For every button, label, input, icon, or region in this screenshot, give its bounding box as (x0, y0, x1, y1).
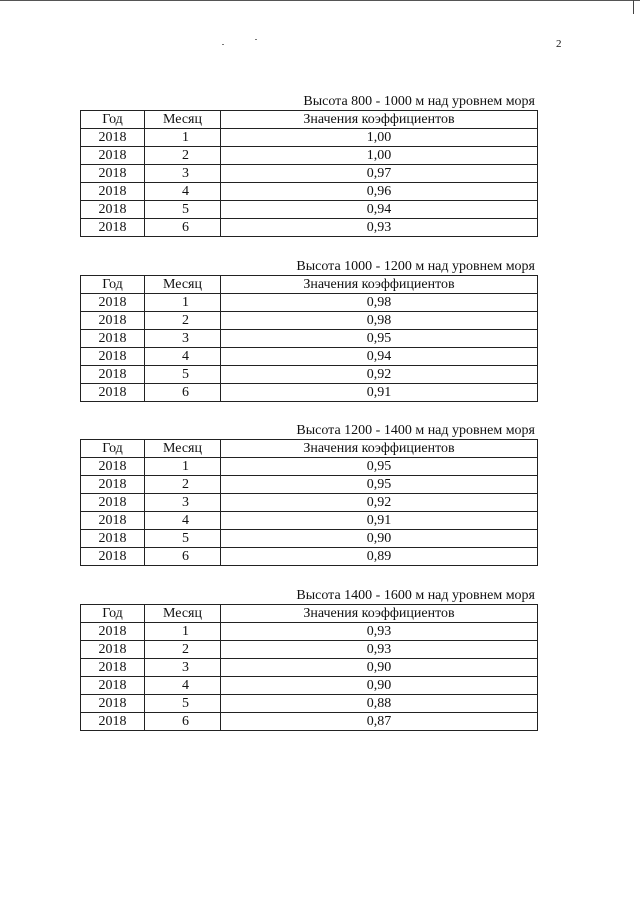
header-coefficient: Значения коэффициентов (221, 276, 538, 294)
scan-right-edge (633, 0, 634, 14)
cell-year: 2018 (81, 659, 145, 677)
coefficient-table (80, 110, 538, 237)
cell-year: 2018 (81, 458, 145, 476)
table-row (81, 713, 538, 731)
header-month: Месяц (145, 276, 221, 294)
altitude-table-block-1200-1400 (80, 423, 537, 566)
table-row (81, 294, 538, 312)
cell-month: 2 (145, 476, 221, 494)
cell-coefficient: 0,91 (221, 384, 538, 402)
cell-coefficient: 0,94 (221, 201, 538, 219)
table-header-row (81, 111, 538, 129)
cell-year: 2018 (81, 348, 145, 366)
cell-month: 3 (145, 165, 221, 183)
table-row (81, 695, 538, 713)
table-title: Высота 1200 - 1400 м над уровнем моря (296, 423, 535, 438)
cell-year: 2018 (81, 183, 145, 201)
coefficient-table (80, 275, 538, 402)
header-year: Год (81, 111, 145, 129)
header-coefficient: Значения коэффициентов (221, 111, 538, 129)
header-year: Год (81, 605, 145, 623)
cell-month: 1 (145, 458, 221, 476)
cell-month: 3 (145, 494, 221, 512)
cell-year: 2018 (81, 201, 145, 219)
cell-coefficient: 1,00 (221, 147, 538, 165)
coefficient-table (80, 604, 538, 731)
table-row (81, 348, 538, 366)
header-month: Месяц (145, 605, 221, 623)
table-row (81, 548, 538, 566)
table-row (81, 641, 538, 659)
cell-coefficient: 0,93 (221, 219, 538, 237)
header-coefficient: Значения коэффициентов (221, 440, 538, 458)
cell-year: 2018 (81, 219, 145, 237)
cell-coefficient: 0,98 (221, 312, 538, 330)
table-row (81, 512, 538, 530)
cell-year: 2018 (81, 312, 145, 330)
cell-month: 4 (145, 348, 221, 366)
cell-month: 4 (145, 512, 221, 530)
table-row (81, 183, 538, 201)
table-header-row (81, 605, 538, 623)
cell-month: 3 (145, 330, 221, 348)
table-row (81, 476, 538, 494)
cell-coefficient: 0,88 (221, 695, 538, 713)
table-row (81, 384, 538, 402)
table-row (81, 677, 538, 695)
header-coefficient: Значения коэффициентов (221, 605, 538, 623)
cell-month: 2 (145, 641, 221, 659)
cell-month: 6 (145, 713, 221, 731)
table-row (81, 494, 538, 512)
cell-year: 2018 (81, 476, 145, 494)
cell-month: 2 (145, 312, 221, 330)
header-month: Месяц (145, 111, 221, 129)
cell-coefficient: 0,93 (221, 623, 538, 641)
table-row (81, 312, 538, 330)
table-title: Высота 1400 - 1600 м над уровнем моря (296, 588, 535, 603)
cell-coefficient: 0,95 (221, 476, 538, 494)
table-row (81, 219, 538, 237)
cell-month: 5 (145, 366, 221, 384)
header-year: Год (81, 276, 145, 294)
cell-month: 1 (145, 294, 221, 312)
cell-coefficient: 0,97 (221, 165, 538, 183)
cell-year: 2018 (81, 530, 145, 548)
cell-month: 1 (145, 129, 221, 147)
cell-coefficient: 0,87 (221, 713, 538, 731)
cell-coefficient: 0,90 (221, 530, 538, 548)
altitude-table-block-800-1000 (80, 94, 537, 237)
cell-year: 2018 (81, 294, 145, 312)
cell-coefficient: 0,95 (221, 458, 538, 476)
table-row (81, 458, 538, 476)
header-month: Месяц (145, 440, 221, 458)
cell-year: 2018 (81, 512, 145, 530)
table-title: Высота 800 - 1000 м над уровнем моря (303, 94, 535, 109)
table-row (81, 530, 538, 548)
cell-coefficient: 1,00 (221, 129, 538, 147)
cell-year: 2018 (81, 384, 145, 402)
cell-year: 2018 (81, 129, 145, 147)
cell-month: 1 (145, 623, 221, 641)
cell-coefficient: 0,94 (221, 348, 538, 366)
cell-coefficient: 0,92 (221, 366, 538, 384)
table-row (81, 201, 538, 219)
cell-month: 5 (145, 201, 221, 219)
table-row (81, 659, 538, 677)
table-row (81, 330, 538, 348)
cell-coefficient: 0,95 (221, 330, 538, 348)
cell-month: 4 (145, 183, 221, 201)
cell-year: 2018 (81, 548, 145, 566)
table-row (81, 129, 538, 147)
cell-coefficient: 0,90 (221, 677, 538, 695)
cell-month: 5 (145, 530, 221, 548)
table-header-row (81, 440, 538, 458)
table-row (81, 366, 538, 384)
cell-year: 2018 (81, 623, 145, 641)
coefficient-table (80, 439, 538, 566)
table-title: Высота 1000 - 1200 м над уровнем моря (296, 259, 535, 274)
table-header-row (81, 276, 538, 294)
cell-coefficient: 0,92 (221, 494, 538, 512)
scan-top-edge (0, 0, 640, 1)
cell-month: 6 (145, 548, 221, 566)
table-row (81, 165, 538, 183)
altitude-table-block-1000-1200 (80, 259, 537, 402)
cell-year: 2018 (81, 165, 145, 183)
header-year: Год (81, 440, 145, 458)
cell-year: 2018 (81, 713, 145, 731)
altitude-table-block-1400-1600 (80, 588, 537, 731)
cell-year: 2018 (81, 641, 145, 659)
cell-year: 2018 (81, 677, 145, 695)
cell-coefficient: 0,93 (221, 641, 538, 659)
cell-year: 2018 (81, 330, 145, 348)
table-row (81, 147, 538, 165)
page-number: 2 (556, 38, 562, 50)
cell-year: 2018 (81, 147, 145, 165)
cell-year: 2018 (81, 366, 145, 384)
scan-speck (255, 39, 257, 40)
scan-speck (222, 44, 224, 45)
cell-month: 6 (145, 219, 221, 237)
cell-coefficient: 0,98 (221, 294, 538, 312)
cell-year: 2018 (81, 494, 145, 512)
cell-month: 5 (145, 695, 221, 713)
cell-month: 2 (145, 147, 221, 165)
cell-coefficient: 0,89 (221, 548, 538, 566)
table-row (81, 623, 538, 641)
cell-year: 2018 (81, 695, 145, 713)
cell-month: 4 (145, 677, 221, 695)
cell-coefficient: 0,90 (221, 659, 538, 677)
cell-coefficient: 0,96 (221, 183, 538, 201)
cell-month: 6 (145, 384, 221, 402)
cell-coefficient: 0,91 (221, 512, 538, 530)
cell-month: 3 (145, 659, 221, 677)
